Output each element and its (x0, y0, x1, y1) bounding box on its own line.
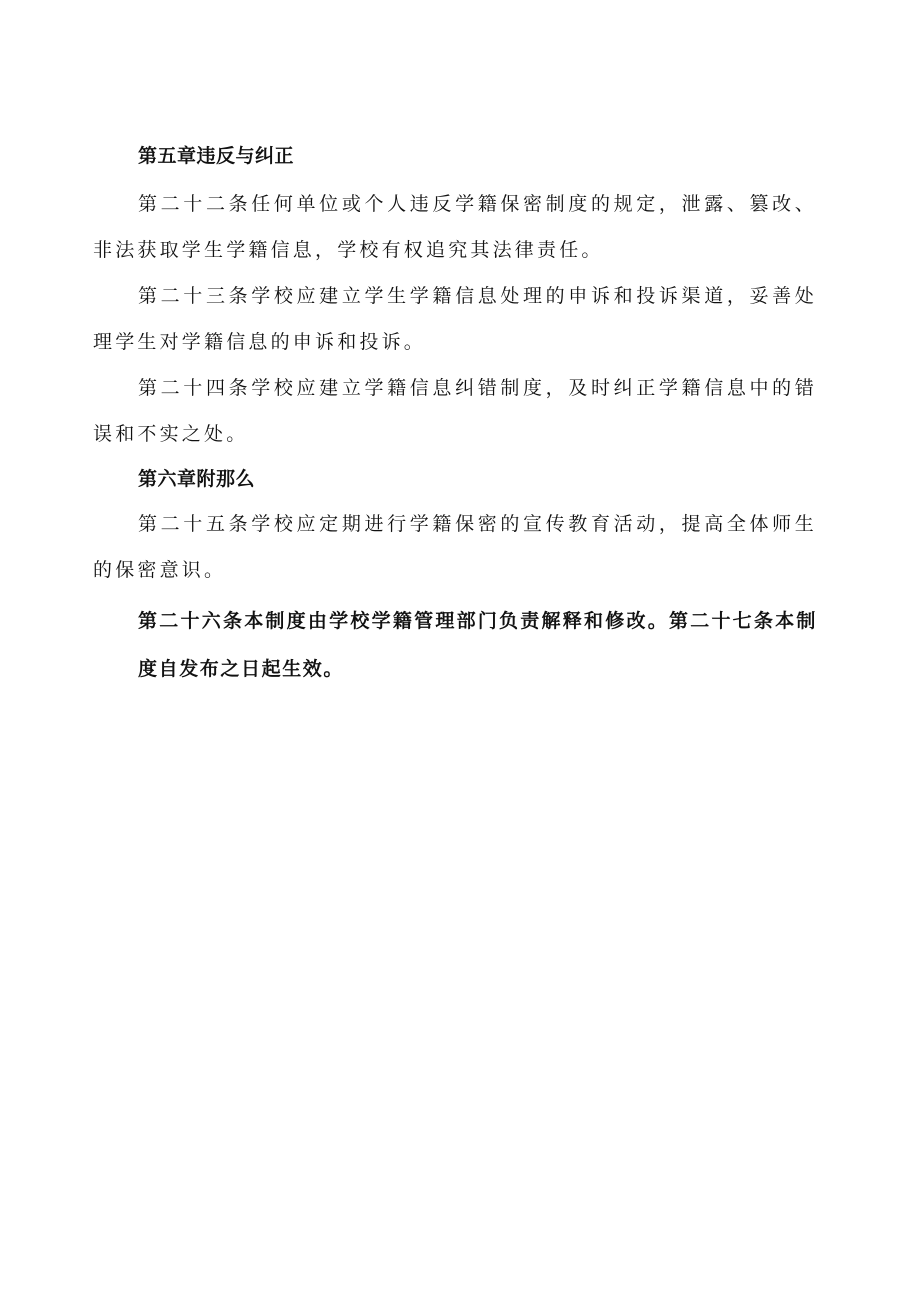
article-22-paragraph: 第二十二条任何单位或个人违反学籍保密制度的规定，泄露、篡改、非法获取学生学籍信息，学校有权追究其法律责任。 (93, 193, 817, 261)
article-25-paragraph: 第二十五条学校应定期进行学籍保密的宣传教育活动，提高全体师生的保密意识。 (93, 513, 817, 581)
article-23-paragraph: 第二十三条学校应建立学生学籍信息处理的申诉和投诉渠道，妥善处理学生对学籍信息的申诉和投诉。 (93, 285, 817, 353)
document-body (93, 134, 817, 693)
chapter-6-heading: 第六章附那么 (138, 468, 256, 490)
article-24-paragraph: 第二十四条学校应建立学籍信息纠错制度，及时纠正学籍信息中的错误和不实之处。 (93, 377, 817, 445)
chapter-5-heading: 第五章违反与纠正 (138, 145, 295, 167)
article-26-27-paragraph: 第二十六条本制度由学校学籍管理部门负责解释和修改。第二十七条本制度自发布之日起生效。 (138, 610, 817, 680)
